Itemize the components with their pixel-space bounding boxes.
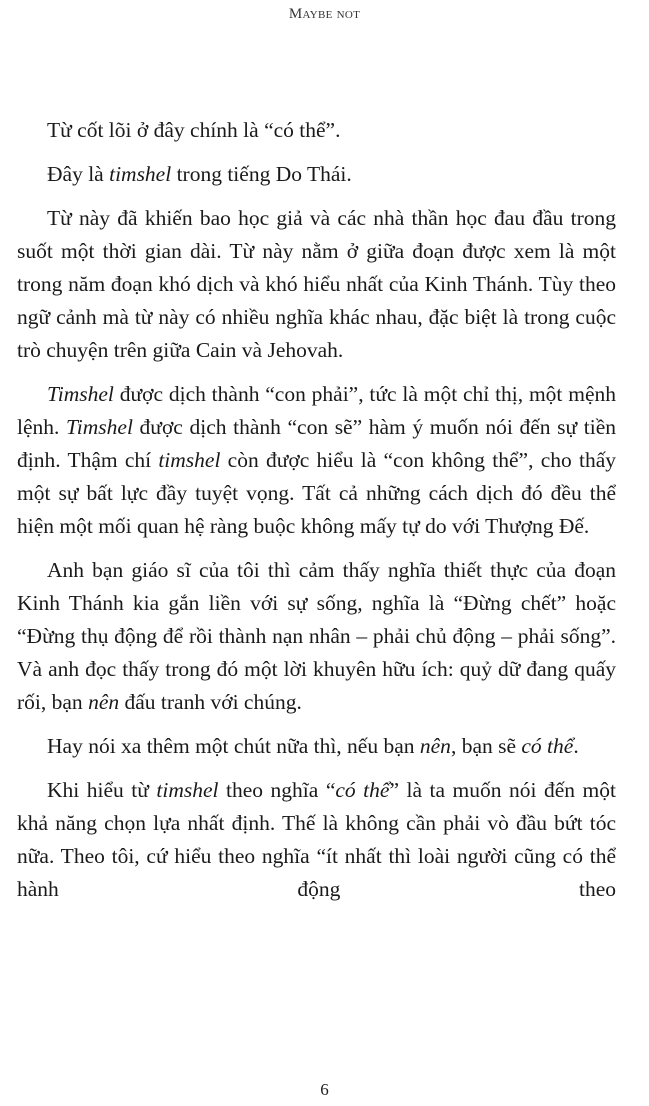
paragraph: Từ cốt lõi ở đây chính là “có thể”. — [47, 118, 341, 142]
italic-term: timshel — [158, 448, 221, 472]
italic-term: Timshel — [47, 382, 114, 406]
italic-term: Timshel — [66, 415, 133, 439]
italic-term: timshel — [156, 778, 219, 802]
paragraph: Từ này đã khiến bao học giả và các nhà thần học đau đầu trong suốt một thời gian dài. Từ này nằm ở giữa đoạn được xem là một trong năm đoạn khó dịch và khó hiểu nhất của Kinh Thánh. Tùy theo ngữ cảnh mà từ này có nhiều nghĩa khác nhau, đặc biệt là trong cuộc trò chuyện trên giữa Cain và Jehovah. — [17, 206, 616, 362]
body-text — [17, 114, 616, 906]
italic-term: có thể — [521, 734, 574, 758]
paragraph: Hay nói xa thêm một chút nữa thì, nếu bạn nên, bạn sẽ có thể. — [47, 734, 579, 758]
page-number: 6 — [320, 1080, 329, 1099]
italic-term: timshel — [109, 162, 172, 186]
italic-term: nên — [419, 734, 451, 758]
paragraph: Timshel được dịch thành “con phải”, tức là một chỉ thị, một mệnh lệnh. Timshel được dịch thành “con sẽ” hàm ý muốn nói đến sự tiền định. Thậm chí timshel còn được hiểu là “con không thể”, cho thấy một sự bất lực đầy tuyệt vọng. Tất cả những cách dịch đó đều thể hiện một mối quan hệ ràng buộc không mấy tự do với Thượng Đế. — [17, 382, 616, 538]
paragraph: Khi hiểu từ timshel theo nghĩa “có thể” là ta muốn nói đến một khả năng chọn lựa nhất định. Thế là không cần phải vò đầu bứt tóc nữa. Theo tôi, cứ hiểu theo nghĩa “ít nhất thì loài người cũng có thể hành động theo — [17, 778, 617, 901]
italic-term: nên — [88, 690, 120, 714]
paragraph: Anh bạn giáo sĩ của tôi thì cảm thấy nghĩa thiết thực của đoạn Kinh Thánh kia gắn liền với sự sống, nghĩa là “Đừng chết” hoặc “Đừng thụ động để rồi thành nạn nhân – phải chủ động – phải sống”. Và anh đọc thấy trong đó một lời khuyên hữu ích: quỷ dữ đang quấy rối, bạn nên đấu tranh với chúng. — [17, 558, 616, 714]
running-head: Maybe not — [288, 6, 361, 22]
italic-term: có thể — [335, 778, 390, 802]
paragraph: Đây là timshel trong tiếng Do Thái. — [47, 162, 352, 186]
